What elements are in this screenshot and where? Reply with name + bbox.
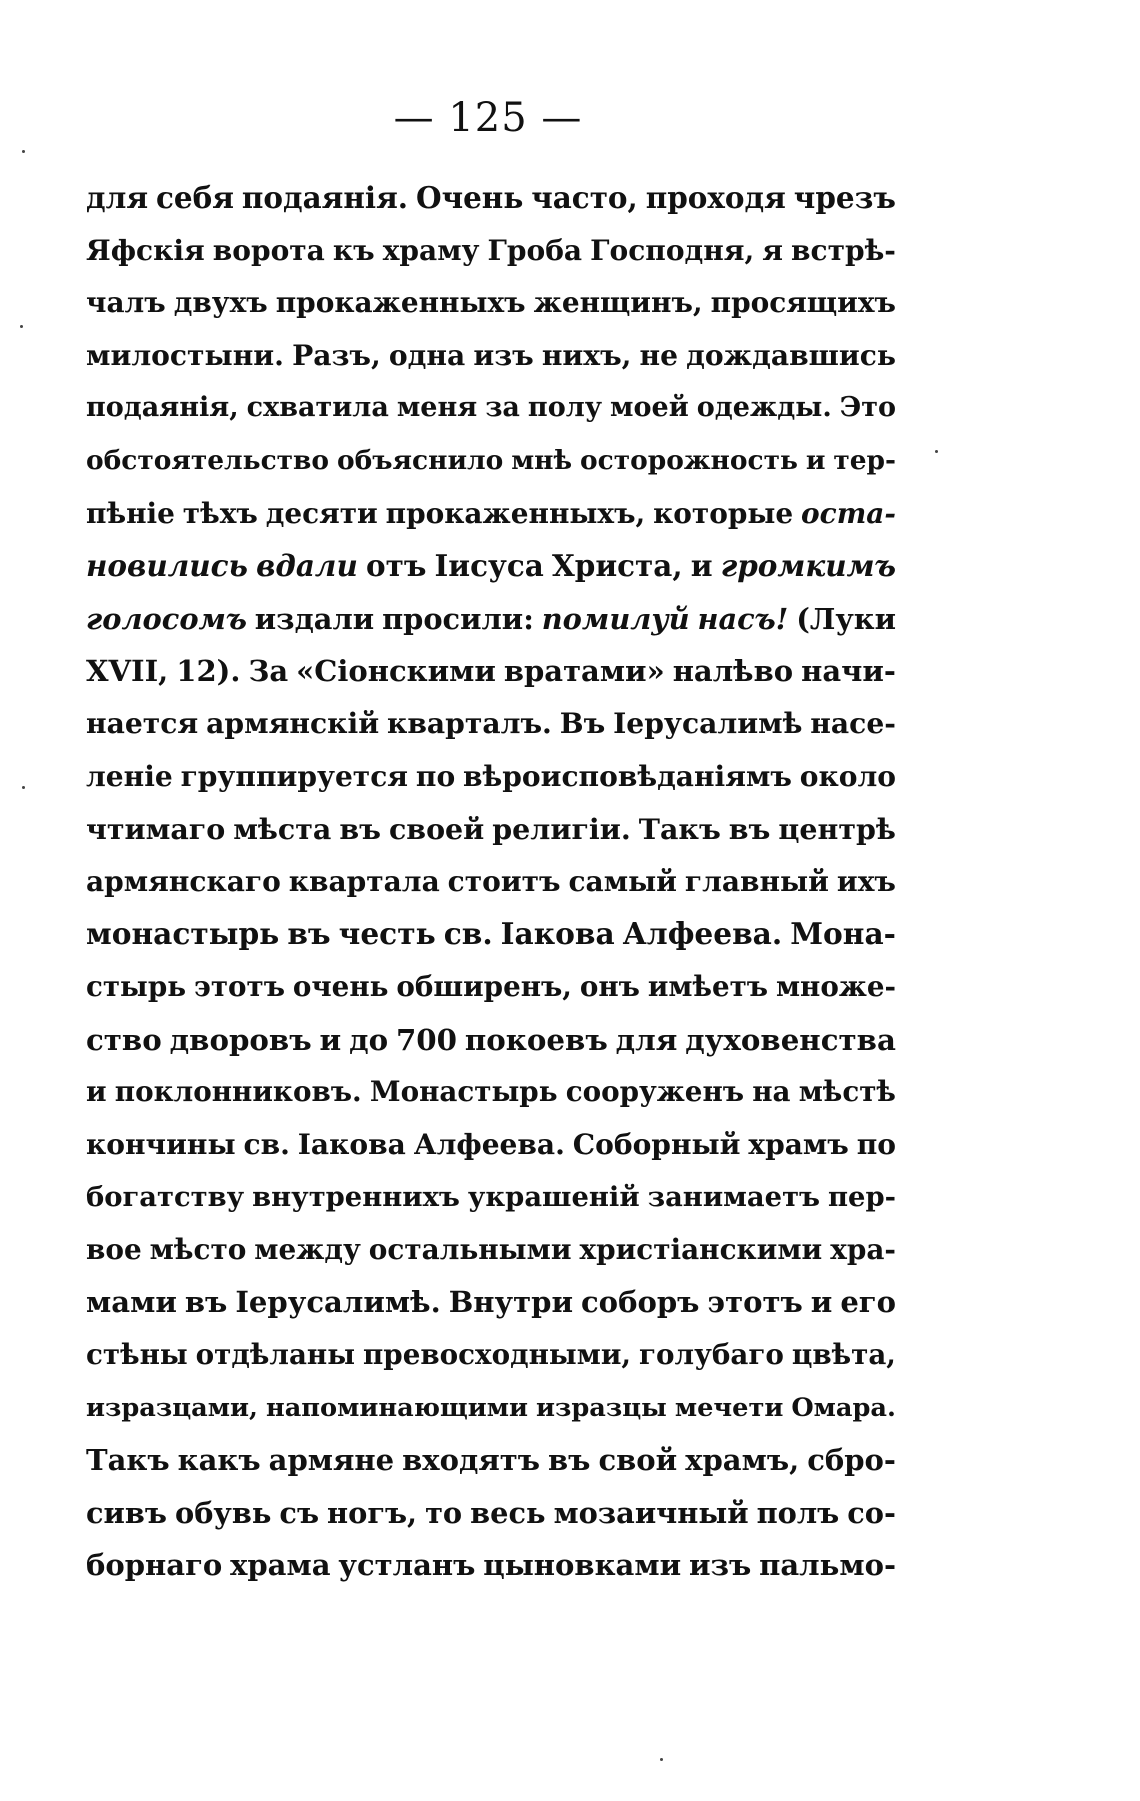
word: голосомъ bbox=[86, 601, 247, 636]
word: вое bbox=[86, 1232, 142, 1266]
body-text bbox=[86, 172, 896, 1592]
word: до bbox=[349, 1022, 389, 1057]
word: для bbox=[86, 180, 149, 215]
word: осторожность bbox=[580, 444, 798, 476]
word: милостыни. bbox=[86, 338, 284, 372]
word: очень bbox=[292, 969, 389, 1003]
word: тѣхъ bbox=[182, 496, 258, 530]
text-line bbox=[86, 172, 896, 225]
word: самый bbox=[568, 864, 677, 898]
word: стоитъ bbox=[447, 864, 561, 898]
word: Іерусалимѣ. bbox=[235, 1285, 441, 1320]
word: мнѣ bbox=[511, 444, 573, 476]
word: чтимаго bbox=[86, 812, 226, 847]
word: внутреннихъ bbox=[252, 1181, 460, 1214]
word: нихъ, bbox=[541, 338, 632, 372]
word: религіи. bbox=[492, 812, 631, 847]
text-line bbox=[86, 645, 896, 698]
text-line bbox=[86, 1487, 896, 1540]
word: устланъ bbox=[338, 1548, 476, 1583]
word: въ bbox=[339, 812, 381, 847]
word: за bbox=[485, 392, 520, 424]
word: нается bbox=[86, 706, 199, 740]
word: и bbox=[86, 1075, 107, 1109]
word: и bbox=[690, 548, 713, 584]
text-line bbox=[86, 1014, 896, 1067]
text-line bbox=[86, 593, 896, 646]
word: схватила bbox=[246, 392, 389, 424]
word: остальными bbox=[368, 1232, 572, 1266]
word: проходя bbox=[645, 180, 786, 215]
word: часто, bbox=[531, 180, 638, 215]
word: свой bbox=[598, 1443, 678, 1478]
word: изразцы bbox=[536, 1392, 667, 1423]
word: то bbox=[425, 1495, 463, 1530]
word: въ bbox=[287, 916, 331, 952]
word: просили: bbox=[382, 601, 534, 636]
word: ворота bbox=[212, 233, 325, 267]
word: группируется bbox=[180, 759, 409, 793]
word: вратами» bbox=[503, 654, 665, 689]
word: стѣны bbox=[86, 1338, 188, 1372]
text-line bbox=[86, 751, 896, 804]
word: объяснило bbox=[336, 444, 504, 476]
word: имѣетъ bbox=[647, 969, 769, 1003]
word: пер- bbox=[828, 1181, 896, 1214]
word: входятъ bbox=[402, 1443, 541, 1478]
text-line bbox=[86, 908, 896, 961]
scan-speck bbox=[660, 1758, 663, 1761]
word: насъ! bbox=[697, 601, 789, 636]
word: главный bbox=[684, 864, 829, 898]
word: съ bbox=[279, 1495, 320, 1530]
text-line bbox=[86, 277, 896, 330]
word: ихъ bbox=[836, 864, 896, 898]
word: центрѣ bbox=[778, 812, 896, 847]
word: сивъ bbox=[86, 1495, 167, 1530]
word: изразцами, bbox=[86, 1392, 258, 1423]
text-line bbox=[86, 1329, 896, 1382]
word: армяне bbox=[268, 1443, 395, 1478]
text-line bbox=[86, 540, 896, 593]
word: мѣсто bbox=[149, 1232, 247, 1266]
word: моей bbox=[610, 392, 689, 424]
word: кварталъ. bbox=[387, 706, 552, 740]
word: около bbox=[799, 759, 896, 793]
word: на bbox=[752, 1075, 791, 1109]
word: полъ bbox=[756, 1495, 840, 1530]
text-line bbox=[86, 1119, 896, 1172]
word: этотъ bbox=[193, 969, 285, 1003]
word: Іерусалимѣ bbox=[613, 706, 803, 740]
word: его bbox=[840, 1285, 896, 1320]
word: честь bbox=[338, 916, 436, 952]
scan-speck bbox=[20, 325, 23, 328]
word: въ bbox=[184, 1285, 228, 1320]
word: себя bbox=[155, 180, 234, 215]
word: чрезъ bbox=[793, 180, 896, 215]
word: Монастырь bbox=[369, 1075, 558, 1109]
word: Такъ bbox=[86, 1443, 170, 1478]
word: помилуй bbox=[541, 601, 690, 636]
word: Внутри bbox=[448, 1285, 574, 1320]
word: храмъ bbox=[748, 1127, 849, 1161]
page-number: — 125 — bbox=[393, 95, 583, 141]
word: Очень bbox=[415, 180, 524, 215]
word: квартала bbox=[288, 864, 440, 898]
word: въ bbox=[548, 1443, 591, 1478]
word: Такъ bbox=[638, 812, 721, 847]
word: армянскаго bbox=[86, 864, 281, 898]
word: Христа, bbox=[551, 548, 683, 584]
word: отдѣланы bbox=[195, 1338, 356, 1372]
word: пѣніе bbox=[86, 496, 175, 530]
word: мозаичный bbox=[553, 1495, 749, 1530]
word: которые bbox=[653, 496, 794, 530]
word: голубаго bbox=[639, 1338, 784, 1372]
text-line bbox=[86, 698, 896, 751]
word: одна bbox=[388, 338, 466, 372]
word: десяти bbox=[265, 496, 378, 530]
word: св. bbox=[243, 1127, 290, 1161]
word: онъ bbox=[579, 969, 640, 1003]
word: Мона- bbox=[790, 916, 896, 952]
word: пальмо- bbox=[759, 1548, 896, 1583]
word: Разъ, bbox=[292, 338, 381, 372]
text-line bbox=[86, 1434, 896, 1487]
word: обувь bbox=[175, 1495, 272, 1530]
text-line bbox=[86, 961, 896, 1014]
word: ство bbox=[86, 1022, 162, 1057]
word: стырь bbox=[86, 969, 187, 1003]
text-line bbox=[86, 382, 896, 435]
word: къ bbox=[332, 233, 375, 267]
text-line bbox=[86, 803, 896, 856]
text-line bbox=[86, 225, 896, 278]
word: Іисуса bbox=[434, 548, 544, 584]
word: одежды. bbox=[696, 392, 832, 424]
word: борнаго bbox=[86, 1548, 223, 1583]
word: начи- bbox=[801, 654, 896, 689]
word: Алфеева. bbox=[622, 916, 783, 952]
text-line bbox=[86, 1382, 896, 1435]
word: полу bbox=[527, 392, 603, 424]
text-line bbox=[86, 1066, 896, 1119]
word: «Сіонскими bbox=[296, 654, 496, 689]
word: Алфеева. bbox=[413, 1127, 565, 1161]
word: двухъ bbox=[173, 286, 268, 320]
word: вѣроисповѣданіямъ bbox=[463, 759, 792, 793]
word: храма bbox=[230, 1548, 331, 1583]
word: весь bbox=[470, 1495, 546, 1530]
word: сооруженъ bbox=[565, 1075, 745, 1109]
word: изъ bbox=[473, 338, 534, 372]
word: тер- bbox=[833, 444, 896, 476]
word: сбро- bbox=[807, 1443, 896, 1478]
text-line bbox=[86, 1539, 896, 1592]
text-line bbox=[86, 1276, 896, 1329]
word: Въ bbox=[559, 706, 606, 740]
word: Іакова bbox=[500, 916, 615, 952]
word: встрѣ- bbox=[791, 233, 896, 267]
text-line bbox=[86, 1224, 896, 1277]
word: хра- bbox=[830, 1232, 896, 1266]
text-line bbox=[86, 330, 896, 383]
word: цыновками bbox=[483, 1548, 682, 1583]
word: прокаженныхъ bbox=[275, 286, 526, 320]
word: духовенства bbox=[685, 1022, 896, 1057]
word: мѣста bbox=[233, 812, 332, 847]
word: христіанскими bbox=[579, 1232, 823, 1266]
word: Іакова bbox=[297, 1127, 406, 1161]
word: 12). bbox=[176, 654, 241, 689]
word: Гроба bbox=[487, 233, 583, 267]
word: Это bbox=[839, 392, 896, 424]
word: ногъ, bbox=[327, 1495, 418, 1530]
word: въ bbox=[728, 812, 771, 847]
word: насе- bbox=[810, 706, 896, 740]
word: громкимъ bbox=[720, 548, 896, 584]
word: мѣстѣ bbox=[798, 1075, 896, 1109]
word: просящихъ bbox=[710, 286, 896, 320]
word: вдали bbox=[256, 548, 358, 584]
word: монастырь bbox=[86, 916, 280, 952]
word: Господня, bbox=[590, 233, 755, 267]
word: оста- bbox=[801, 496, 896, 530]
word: Соборный bbox=[572, 1127, 741, 1161]
word: подаянія, bbox=[86, 392, 239, 424]
word: какъ bbox=[177, 1443, 261, 1478]
word: Яфскія bbox=[86, 233, 205, 267]
word: XVII, bbox=[86, 654, 169, 689]
word: новились bbox=[86, 548, 248, 584]
scan-speck bbox=[22, 150, 25, 153]
word: мами bbox=[86, 1285, 177, 1320]
word: по bbox=[856, 1127, 896, 1161]
scan-speck bbox=[22, 786, 25, 789]
word: не bbox=[639, 338, 679, 372]
word: покоевъ bbox=[464, 1022, 608, 1057]
word: женщинъ, bbox=[533, 286, 703, 320]
text-line bbox=[86, 488, 896, 541]
word: изъ bbox=[688, 1548, 752, 1583]
word: и bbox=[810, 1285, 833, 1320]
word: богатству bbox=[86, 1181, 245, 1214]
word: (Луки bbox=[796, 601, 896, 636]
word: 700 bbox=[395, 1022, 457, 1057]
text-line bbox=[86, 856, 896, 909]
word: я bbox=[762, 233, 783, 267]
word: цвѣта, bbox=[791, 1338, 896, 1372]
word: меня bbox=[396, 392, 478, 424]
word: мечети bbox=[674, 1392, 784, 1423]
text-line bbox=[86, 435, 896, 488]
word: чалъ bbox=[86, 286, 166, 320]
scan-speck bbox=[935, 450, 938, 453]
word: для bbox=[615, 1022, 678, 1057]
word: этотъ bbox=[707, 1285, 803, 1320]
word: и bbox=[805, 444, 826, 476]
word: леніе bbox=[86, 759, 173, 793]
word: подаянія. bbox=[241, 180, 409, 215]
word: издали bbox=[254, 601, 375, 636]
word: храму bbox=[382, 233, 480, 267]
word: обстоятельство bbox=[86, 444, 330, 476]
word: соборъ bbox=[580, 1285, 700, 1320]
word: украшеній bbox=[467, 1181, 640, 1214]
word: и bbox=[319, 1022, 342, 1057]
word: поклонниковъ. bbox=[114, 1075, 362, 1109]
word: со- bbox=[847, 1495, 896, 1530]
word: св. bbox=[443, 916, 493, 952]
word: За bbox=[248, 654, 289, 689]
word: армянскій bbox=[206, 706, 380, 740]
text-line bbox=[86, 1171, 896, 1224]
word: по bbox=[415, 759, 456, 793]
word: кончины bbox=[86, 1127, 236, 1161]
word: превосходными, bbox=[363, 1338, 632, 1372]
word: между bbox=[254, 1232, 361, 1266]
word: отъ bbox=[365, 548, 427, 584]
word: напоминающими bbox=[265, 1392, 529, 1423]
word: занимаетъ bbox=[647, 1181, 821, 1214]
word: дворовъ bbox=[169, 1022, 312, 1057]
word: Омара. bbox=[791, 1392, 896, 1423]
word: прокаженныхъ, bbox=[385, 496, 646, 530]
word: множе- bbox=[775, 969, 896, 1003]
word: храмъ, bbox=[685, 1443, 800, 1478]
word: своей bbox=[388, 812, 485, 847]
word: обширенъ, bbox=[396, 969, 572, 1003]
word: налѣво bbox=[672, 654, 794, 689]
word: дождавшись bbox=[686, 338, 896, 372]
